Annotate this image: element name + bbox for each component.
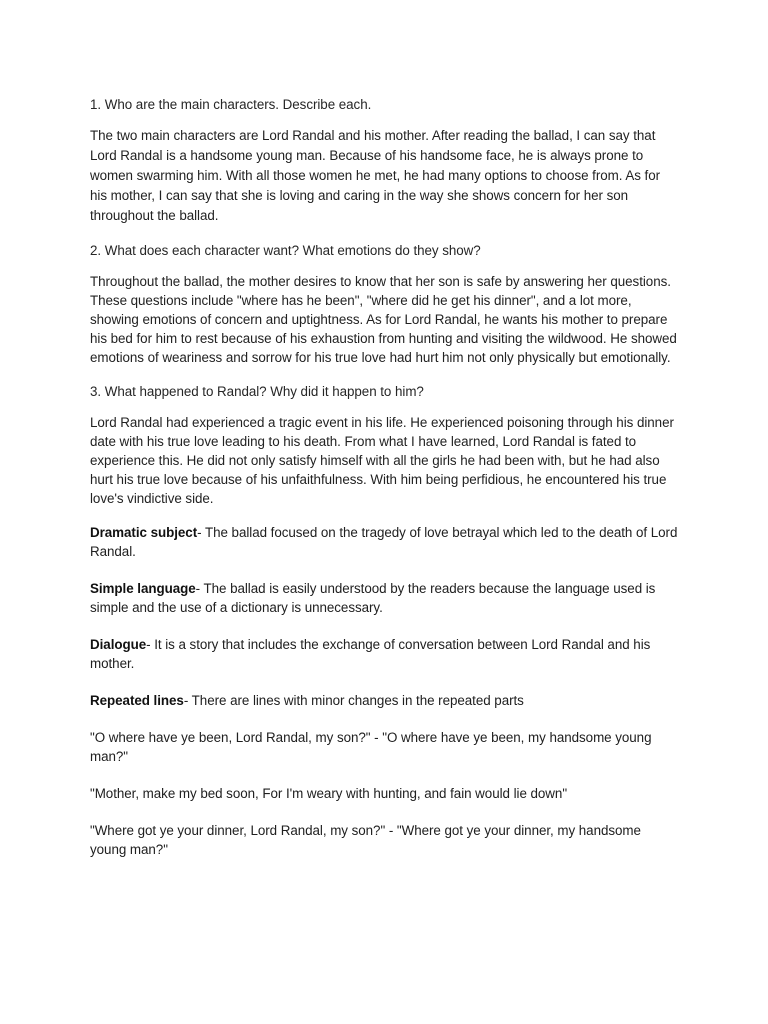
question-1: 1. Who are the main characters. Describe each. (90, 97, 372, 112)
question-2: 2. What does each character want? What emotions do they show? (90, 243, 481, 258)
document-body (90, 95, 680, 877)
feature-description: - The ballad focused on the tragedy of love betrayal which led to the death of Lord Randal. (90, 525, 678, 559)
feature-description: - The ballad is easily understood by the readers because the language used is simple and the use of a dictionary is unnecessary. (90, 581, 656, 615)
feature-term: Repeated lines (90, 693, 184, 708)
quote-3: "Where got ye your dinner, Lord Randal, my son?" - "Where got ye your dinner, my handsome young man?" (90, 823, 641, 857)
answer-1: The two main characters are Lord Randal and his mother. After reading the ballad, I can say that Lord Randal is a handsome young man. Because of his handsome face, he is always prone to women swarming him. With all those women he met, he had many options to choose from. As for his mother, I can say that she is loving and caring in the way she shows concern for her son throughout the ballad. (90, 128, 661, 223)
feature-repeated-lines (90, 691, 680, 710)
feature-term: Dialogue (90, 637, 147, 652)
quote-2: "Mother, make my bed soon, For I'm weary with hunting, and fain would lie down" (90, 786, 568, 801)
feature-simple-language (90, 579, 680, 617)
quote-1: "O where have ye been, Lord Randal, my son?" - "O where have ye been, my handsome young man?" (90, 730, 652, 764)
feature-dramatic-subject (90, 523, 680, 561)
question-3: 3. What happened to Randal? Why did it happen to him? (90, 384, 424, 399)
feature-dialogue (90, 635, 680, 673)
feature-description: - It is a story that includes the exchange of conversation between Lord Randal and his mother. (90, 637, 651, 671)
feature-term: Simple language (90, 581, 196, 596)
feature-term: Dramatic subject (90, 525, 198, 540)
answer-3: Lord Randal had experienced a tragic event in his life. He experienced poisoning through his dinner date with his true love leading to his death. From what I have learned, Lord Randal is fated to experience this. He did not only satisfy himself with all the girls he had been with, but he had also hurt his true love because of his unfaithfulness. With him being perfidious, he encountered his true love's vindictive side. (90, 415, 674, 506)
answer-2: Throughout the ballad, the mother desires to know that her son is safe by answering her questions. These questions include "where has he been", "where did he get his dinner", and a lot more, showing emotions of concern and uptightness. As for Lord Randal, he wants his mother to prepare his bed for him to rest because of his exhaustion from hunting and visiting the wildwood. He showed emotions of weariness and sorrow for his true love had hurt him not only physically but emotionally. (90, 274, 677, 365)
feature-description: - There are lines with minor changes in the repeated parts (183, 693, 524, 708)
